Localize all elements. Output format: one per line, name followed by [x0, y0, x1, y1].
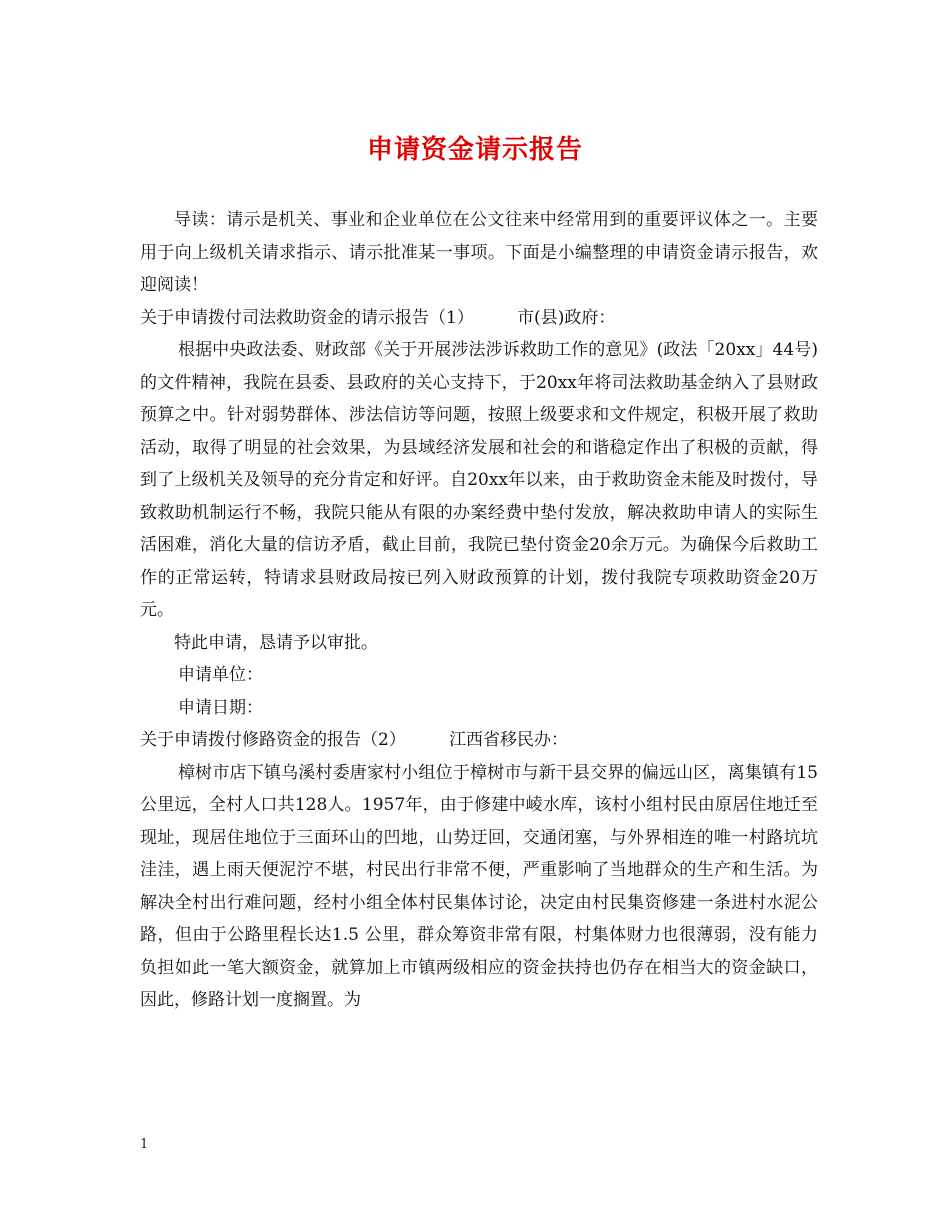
section1-heading-line — [140, 302, 818, 335]
section1-date: 申请日期： — [178, 697, 263, 718]
section1-addressee: 市(县)政府： — [517, 307, 616, 328]
section2-heading: 关于申请拨付修路资金的报告（2） — [140, 730, 406, 750]
document-title: 申请资金请示报告 — [366, 135, 583, 165]
section2-body: 樟树市店下镇乌溪村委唐家村小组位于樟树市与新干县交界的偏远山区，离集镇有15公里远，全村人口共128人。1957年，由于修建中崚水库，该村小组村民由原居住地迁至现址，现居住地位于三面环山的凹地，山势迂回，交通闭塞，与外界相连的唯一村路坑坑洼洼，遇上雨天便泥泞不堪，村民出行非常不便，严重影响了当地群众的生产和生活。为解决全村出行难问题，经村小组全体村民集体讨论，决定由村民集资修建一条进村水泥公路，但由于公路里程长达1.5 公里，群众筹资非常有限，村集体财力也很薄弱，没有能力负担如此一笔大额资金，就算加上市镇两级相应的资金扶持也仍存在相当大的资金缺口，因此，修路计划一度搁置。为 — [140, 762, 818, 1010]
section1-applicant: 申请单位： — [178, 665, 263, 685]
section1-closing: 特此申请，恳请予以审批。 — [174, 632, 378, 653]
document-body — [140, 204, 818, 1017]
section2-addressee: 江西省移民办： — [449, 730, 569, 750]
intro-paragraph: 导读：请示是机关、事业和企业单位在公文往来中经常用到的重要评议体之一。主要用于向上级机关请求指示、请示批准某一事项。下面是小编整理的申请资金请示报告，欢迎阅读！ — [140, 210, 818, 295]
section1-heading: 关于申请拨付司法救助资金的请示报告（1） — [140, 307, 474, 328]
section2-heading-line — [140, 724, 818, 757]
section1-body: 根据中央政法委、财政部《关于开展涉法涉诉救助工作的意见》(政法「20xx」44号)的文件精神，我院在县委、县政府的关心支持下，于20xx年将司法救助基金纳入了县财政预算之中。针对弱势群体、涉法信访等问题，按照上级要求和文件规定，积极开展了救助活动，取得了明显的社会效果，为县域经济发展和社会的和谐稳定作出了积极的贡献，得到了上级机关及领导的充分肯定和好评。自20xx年以来，由于救助资金未能及时拨付，导致救助机制运行不畅，我院只能从有限的办案经费中垫付发放，解决救助申请人的实际生活困难，消化大量的信访矛盾，截止目前，我院已垫付资金20余万元。为确保今后救助工作的正常运转，特请求县财政局按已列入财政预算的计划，拨付我院专项救助资金20万元。 — [140, 340, 818, 620]
page-number: 1 — [140, 1137, 149, 1152]
